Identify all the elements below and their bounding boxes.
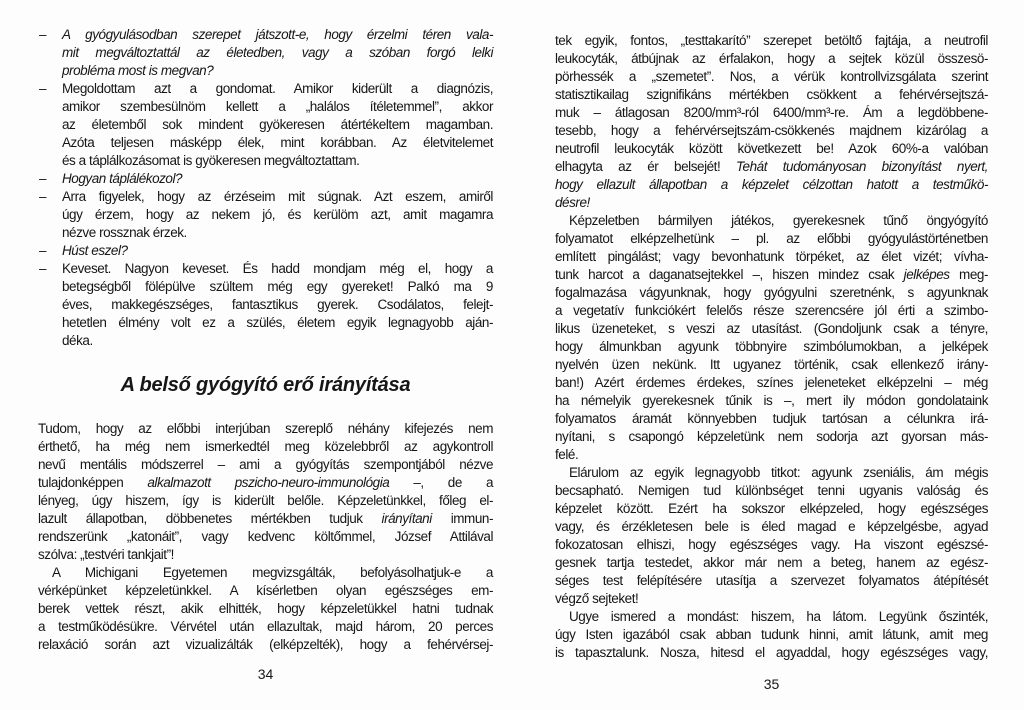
- text-line: érthető, ha még nem ismerkedtél meg közelebbről az agykontroll: [38, 439, 493, 454]
- page-number-left: 34: [257, 666, 274, 682]
- text-line: gesnek tartja testedet, akkor már nem a beteg, hanem az egész-: [555, 555, 988, 570]
- list-dash-marker: –: [39, 261, 47, 276]
- text-line: végző sejteket!: [555, 591, 639, 606]
- text-line: tunk harcot a daganatsejtekkel –, hiszen mindez csak jelképes meg-: [555, 267, 988, 282]
- text-line: lazult állapotban, döbbenetes mértékben tudjuk irányítani immun-: [38, 511, 493, 526]
- text-line: Ugye ismered a mondást: hiszem, ha látom. Legyünk őszinték,: [569, 609, 988, 624]
- text-line: nézve rossznak érzek.: [62, 225, 187, 240]
- text-line: becsapható. Nemigen tud különbséget tenni ugyanis valóság és: [555, 483, 988, 498]
- text-line: lényeg, úgy hiszem, így is kiderült belőle. Képzeletünkkel, főleg el-: [38, 493, 493, 508]
- dialogue-item: [38, 188, 493, 242]
- text-line: a testműködésükre. Vérvétel után ellazultak, majd három, 20 perces: [38, 619, 493, 634]
- text-line: muk – átlagosan 8200/mm³-ról 6400/mm³-re. Ám a legdöbbene-: [555, 105, 988, 120]
- text-line: Arra figyelek, hogy az érzéseim mit súgnak. Azt eszem, amiről: [62, 189, 493, 204]
- paragraph: [555, 608, 988, 662]
- text-line: úgy érzem, hogy az nekem jó, és kerülöm azt, amit magamra: [62, 207, 493, 222]
- text-line: hogy álmunkban agyunk többnyire szimbólumokban, a jelképek: [555, 339, 988, 354]
- text-line: A Michigani Egyetemen megvizsgálták, befolyásolhatjuk-e a: [52, 565, 493, 580]
- text-line: hetetlen élmény volt ez a szülés, életem egyik legnagyobb aján-: [62, 315, 493, 330]
- paragraph: [555, 32, 988, 212]
- text-line: déka.: [62, 333, 93, 348]
- text-line: Keveset. Nagyon keveset. És hadd mondjam még el, hogy a: [62, 261, 493, 276]
- text-line: tesebb, hogy a fehérvérsejtszám-csökkenés majdnem kizárólag a: [555, 123, 988, 138]
- text-line: désre!: [555, 195, 590, 210]
- list-dash-marker: –: [39, 171, 47, 186]
- page-left: [38, 26, 493, 654]
- text-line: leukocyták, átbújnak az érfalakon, hogy a sejtek közül összesö-: [555, 51, 988, 66]
- text-line: Képzeletben bármilyen játékos, gyerekesnek tűnő öngyógyító: [569, 213, 988, 228]
- text-line: képzelet között. Ezért ha sokszor elképzeled, hogy egészséges: [555, 501, 988, 516]
- dialogue-item: [38, 80, 493, 170]
- text-line: rendszerünk „katonáit”, vagy kedvenc költőmmel, József Attilával: [38, 529, 493, 544]
- text-line: relaxáció során azt vizualizálták (elképzelték), hogy a fehérvérsej-: [38, 637, 493, 652]
- text-line: tek egyik, fontos, „testtakarító” szerepet betöltő fajtája, a neutrofil: [555, 33, 988, 48]
- page-number-right: 35: [763, 676, 780, 692]
- text-line: fogalmazása vágyunknak, hogy gyógyulni szeretnénk, s agyunknak: [555, 285, 988, 300]
- text-line: vérképünket képzeletünkkel. A kísérletben olyan egészséges em-: [38, 583, 493, 598]
- text-line: szólva: „testvéri tankjait”!: [38, 547, 174, 562]
- text-line: hogy ellazult állapotban a képzelet célzottan hatott a testműkö-: [555, 177, 988, 192]
- section-heading: A belső gyógyító erő irányítása: [120, 374, 411, 396]
- text-line: statisztikailag szignifikáns mértékben csökkent a fehérvérsejtszá-: [555, 87, 988, 102]
- text-line: nyítani, s csapongó képzeletünk nem sodorja azt gyorsan más-: [555, 429, 988, 444]
- list-dash-marker: –: [39, 243, 47, 258]
- text-line: nyelvén üzen nekünk. Itt ugyanez történik, csak ellenkező irány-: [555, 357, 988, 372]
- dialogue-item: [38, 170, 493, 188]
- text-line: a vegetatív funkciókért felelős része szerencsére jól érti a szimbo-: [555, 303, 988, 318]
- text-line: Hogyan táplálékozol?: [62, 171, 183, 186]
- text-line: éves, makkegészséges, fantasztikus gyerek. Csodálatos, felejt-: [62, 297, 493, 312]
- list-dash-marker: –: [39, 27, 47, 42]
- text-line: említett pingálást; vagy bevonhatunk törpéket, az élet vizét; vívha-: [555, 249, 988, 264]
- paragraph: [38, 420, 493, 564]
- text-line: ban!) Azért érdemes érdekes, színes jeleneteket elképzelni – még: [555, 375, 988, 390]
- paragraph: [555, 464, 988, 608]
- text-line: nevű mentális módszerrel – ami a gyógyítás szempontjából nézve: [38, 457, 493, 472]
- text-line: is tapasztalunk. Nosza, hitesd el agyaddal, hogy egészséges vagy,: [555, 645, 988, 660]
- dialogue-item: [38, 260, 493, 350]
- text-line: A gyógyulásodban szerepet játszott-e, hogy érzelmi téren vala-: [62, 27, 493, 42]
- text-line: Azóta teljesen másképp élek, mint korábban. Az életvitelemet: [62, 135, 493, 150]
- text-line: felé.: [555, 447, 579, 462]
- text-line: fokozatosan elhiszi, hogy egészséges vagy. Ha viszont egészsé-: [555, 537, 988, 552]
- paragraph: [555, 212, 988, 464]
- dialogue-list: [38, 26, 493, 350]
- text-line: neutrofil leukocyták között következett be! Azok 60%-a valóban: [555, 141, 988, 156]
- text-line: Elárulom az egyik legnagyobb titkot: agyunk zseniális, ám mégis: [569, 465, 988, 480]
- list-dash-marker: –: [39, 81, 47, 96]
- text-line: séges test felépítésére utasítja a szervezet folyamatos átépítését: [555, 573, 988, 588]
- text-line: Megoldottam azt a gondomat. Amikor kiderült a diagnózis,: [62, 81, 493, 96]
- text-line: mit megváltoztattál az életedben, vagy a szóban forgó lelki: [62, 45, 493, 60]
- text-line: ha némelyik gyerekesnek tűnik is –, mert ily módon gondolataink: [555, 393, 988, 408]
- text-line: úgy Isten igazából csak abban tudunk hinni, amit látunk, amit meg: [555, 627, 988, 642]
- text-line: és a táplálkozásomat is gyökeresen megváltoztattam.: [62, 153, 360, 168]
- dialogue-item: [38, 26, 493, 80]
- text-line: elhagyta az ér belsejét! Tehát tudományosan bizonyítást nyert,: [555, 159, 988, 174]
- text-line: tulajdonképpen alkalmazott pszicho-neuro-immunológia –, de a: [38, 475, 493, 490]
- text-line: betegségből fölépülve szültem még egy gyereket! Palkó ma 9: [62, 279, 493, 294]
- text-line: folyamatos áramát könnyebben tudjuk tartósan a célunkra irá-: [555, 411, 988, 426]
- paragraph: [38, 564, 493, 654]
- text-line: Húst eszel?: [62, 243, 128, 258]
- right-paragraphs: [555, 32, 988, 662]
- text-line: az életemből sok mindent gyökeresen átértékeltem magamban.: [62, 117, 493, 132]
- text-line: Tudom, hogy az előbbi interjúban szereplő néhány kifejezés nem: [38, 421, 493, 436]
- dialogue-item: [38, 242, 493, 260]
- text-line: berek vettek részt, akik elhitték, hogy képzeletükkel hatni tudnak: [38, 601, 493, 616]
- text-line: folyamatot elképzelhetünk – pl. az előbbi gyógyulástörténetben: [555, 231, 988, 246]
- text-line: pörhessék a „szemetet”. Nos, a vérük kontrollvizsgálata szerint: [555, 69, 988, 84]
- text-line: probléma most is megvan?: [62, 63, 214, 78]
- text-line: likus üzeneteket, s veszi az utasítást. (Gondoljunk csak a tényre,: [555, 321, 988, 336]
- list-dash-marker: –: [39, 189, 47, 204]
- text-line: amikor szembesülnöm kellett a „halálos ítéletemmel”, akkor: [62, 99, 493, 114]
- left-paragraphs: [38, 420, 493, 654]
- text-line: vagy, és érzékletesen bele is éled magad e képzelgésbe, agyad: [555, 519, 988, 534]
- page-right: [555, 32, 988, 662]
